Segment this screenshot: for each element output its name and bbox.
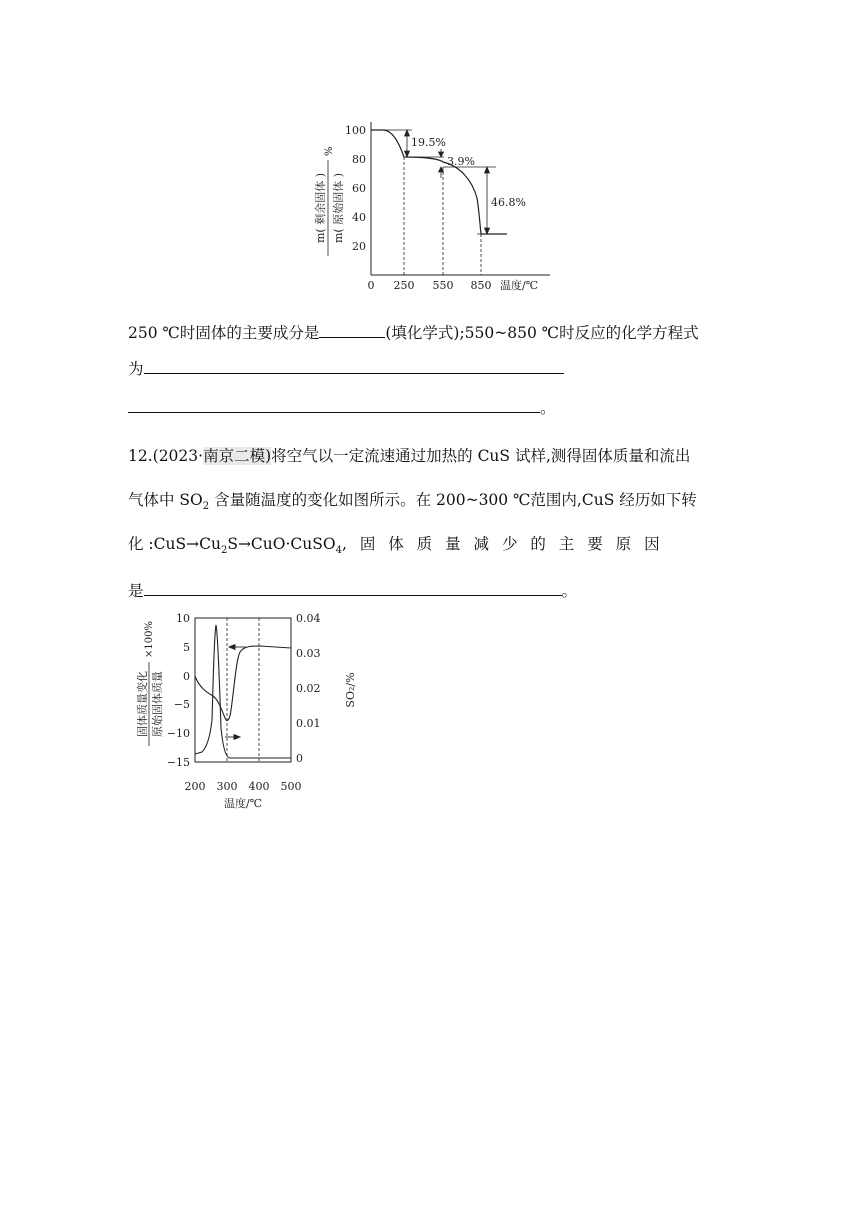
left-y-tick: 10 bbox=[176, 612, 190, 625]
x-tick: 200 bbox=[184, 780, 206, 793]
y-axis-label-bottom: m( 原始固体 ) bbox=[332, 172, 345, 244]
mass-temperature-chart bbox=[300, 110, 560, 300]
q12-line-3 bbox=[128, 534, 664, 561]
x-tick-label: 0 bbox=[367, 279, 375, 292]
y-tick-label: 100 bbox=[345, 124, 366, 137]
q11-text-b: (填化学式);550~850 ℃时反应的化学方程式 bbox=[385, 324, 699, 342]
annotation-46-8: 46.8% bbox=[491, 196, 526, 209]
plot-frame bbox=[195, 618, 291, 762]
answer-blank-formula[interactable] bbox=[319, 322, 385, 338]
right-y-tick: 0.03 bbox=[296, 647, 321, 660]
right-y-tick: 0 bbox=[296, 752, 303, 765]
q12-sub-3b: 4 bbox=[335, 545, 342, 557]
q12-text-2b: 含量随温度的变化如图所示。在 200~300 ℃范围内,CuS 经历如下转 bbox=[209, 491, 697, 509]
left-y-label-denominator: 原始固体质量 bbox=[151, 671, 164, 737]
answer-blank-equation-2[interactable] bbox=[128, 397, 540, 413]
q11-prefix-wei: 为 bbox=[128, 360, 144, 378]
q11-line-3 bbox=[128, 397, 556, 418]
x-tick: 500 bbox=[280, 780, 302, 793]
left-y-tick: 0 bbox=[183, 670, 190, 683]
q12-text-3b: S→CuO·CuSO bbox=[227, 535, 336, 553]
x-tick: 400 bbox=[248, 780, 270, 793]
y-tick-label: 40 bbox=[352, 211, 366, 224]
q12-line-1 bbox=[128, 446, 690, 466]
left-y-tick: 5 bbox=[183, 641, 190, 654]
answer-blank-reason[interactable] bbox=[144, 580, 562, 596]
right-y-label: SO₂/% bbox=[344, 672, 357, 708]
y-tick-label: 60 bbox=[352, 182, 366, 195]
x-tick-label: 250 bbox=[393, 279, 415, 292]
q11-line-2 bbox=[128, 358, 564, 379]
answer-blank-equation-1[interactable] bbox=[144, 358, 564, 374]
left-y-tick: −15 bbox=[166, 756, 190, 769]
q12-sub-2: 2 bbox=[202, 501, 210, 513]
x-tick-label: 850 bbox=[470, 279, 492, 292]
q12-text-3a: 化 :CuS→Cu bbox=[128, 535, 221, 553]
right-y-tick: 0.01 bbox=[296, 717, 321, 730]
left-y-tick: −5 bbox=[173, 698, 190, 711]
cus-heating-chart bbox=[128, 610, 368, 820]
y-tick-label: 80 bbox=[352, 153, 366, 166]
q12-prefix-shi: 是 bbox=[128, 582, 144, 600]
annotation-19-5: 19.5% bbox=[411, 136, 446, 149]
left-y-label-numerator: 固体质量变化 bbox=[136, 671, 149, 737]
left-y-label-suffix: ×100% bbox=[144, 621, 155, 658]
right-y-tick: 0.04 bbox=[296, 612, 321, 625]
left-y-tick: −10 bbox=[166, 727, 190, 740]
q12-number: 12.(2023· bbox=[128, 447, 204, 465]
q12-text-3c: , 固 体 质 量 减 少 的 主 要 原 因 bbox=[341, 535, 664, 553]
y-axis-label-top: m( 剩余固体 ) bbox=[314, 172, 327, 244]
q12-text-2a: 气体中 SO bbox=[128, 491, 203, 509]
so2-curve bbox=[195, 625, 291, 758]
x-tick-label: 550 bbox=[432, 279, 454, 292]
mass-change-curve bbox=[195, 646, 291, 721]
q12-text-1: 将空气以一定流速通过加热的 CuS 试样,测得固体质量和流出 bbox=[271, 447, 691, 465]
q12-source: 南京二模) bbox=[203, 447, 272, 465]
x-axis-label: 温度/℃ bbox=[223, 797, 263, 810]
x-axis-label: 温度/℃ bbox=[500, 279, 539, 292]
annotation-3-9: 3.9% bbox=[447, 155, 475, 168]
q11-period: 。 bbox=[540, 399, 556, 417]
y-axis-label-unit: % bbox=[324, 146, 335, 156]
q12-sub-3a: 2 bbox=[220, 545, 228, 557]
q11-line-1 bbox=[128, 322, 699, 343]
q12-line-2 bbox=[128, 490, 697, 517]
q11-text-a: 250 ℃时固体的主要成分是 bbox=[128, 324, 320, 342]
y-tick-label: 20 bbox=[352, 240, 366, 253]
right-y-tick: 0.02 bbox=[296, 682, 321, 695]
q12-line-4 bbox=[128, 580, 577, 601]
x-tick: 300 bbox=[216, 780, 238, 793]
q12-period: 。 bbox=[561, 582, 578, 600]
